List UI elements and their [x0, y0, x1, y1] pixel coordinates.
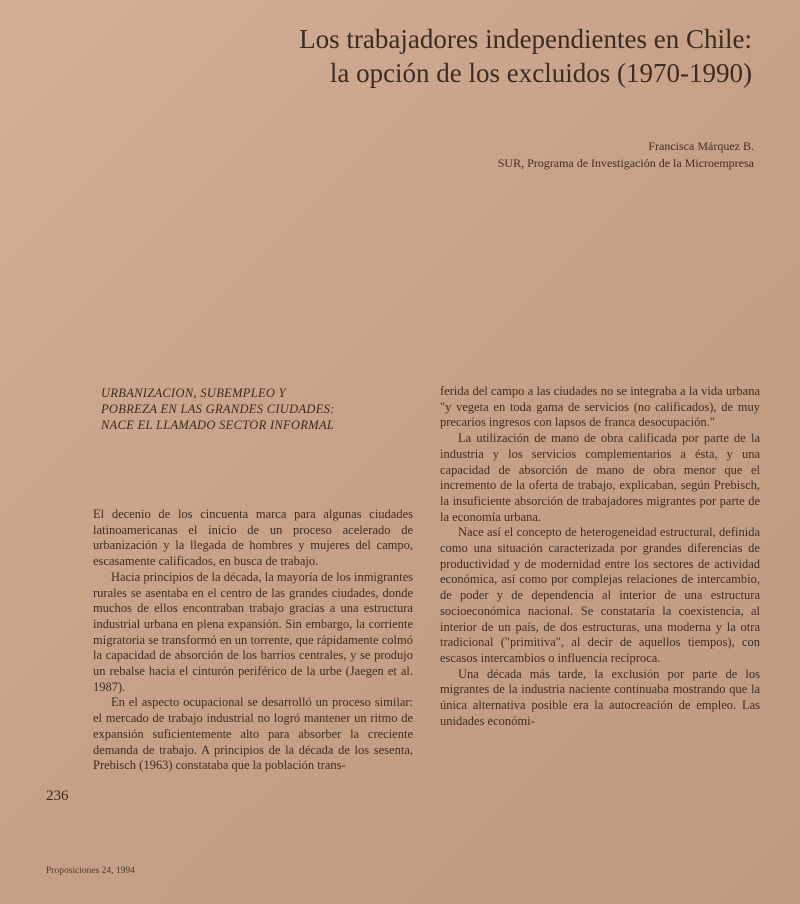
section-heading-line: URBANIZACION, SUBEMPLEO Y: [101, 386, 286, 400]
body-paragraph: Hacia principios de la década, la mayoría de los inmigrantes rurales se asentaba en el centro de las grandes ciudades, donde muchos de ellos encontraban trabajo gracias a una estructura industrial urbana en plena expansión. Sin embargo, la corriente migratoria se transformó en un torrente, que rápidamente colmó la capacidad de absorción de los barrios centrales, y se produjo un rebalse hacia el cinturón periférico de la urbe (Jaegen et al. 1987).: [93, 569, 413, 694]
article-title: [192, 22, 752, 90]
author-affiliation: SUR, Programa de Investigación de la Microempresa: [497, 156, 754, 170]
author-block: [354, 138, 754, 172]
section-heading: [93, 385, 413, 433]
footer-citation: Proposiciones 24, 1994: [46, 866, 135, 876]
body-paragraph: El decenio de los cincuenta marca para algunas ciudades latinoamericanas el inicio de un proceso acelerado de urbanización y la llegada de hombres y mujeres del campo, escasamente calificados, en busca de trabajo.: [93, 507, 413, 569]
title-line-1: Los trabajadores independientes en Chile:: [299, 24, 752, 54]
author-name: Francisca Márquez B.: [648, 139, 754, 153]
right-column: [440, 384, 760, 729]
body-paragraph: Nace así el concepto de heterogeneidad estructural, definida como una situación caracterizada por grandes diferencias de productividad y de modernidad entre los sectores de actividad económica, así como por complejas relaciones de intercambio, de poder y de dependencia al interior de una estructura socioeconómica nacional. Se constataría la coexistencia, al interior de un país, de dos estructuras, una moderna y la otra tradicional ("primitiva", al decir de aquellos tiempos), con escasos intercambios o influencia recíproca.: [440, 525, 760, 665]
page-number: 236: [46, 788, 69, 804]
body-paragraph: La utilización de mano de obra calificada por parte de la industria y los servicios complementarios a ésta, y una capacidad de absorción de mano de obra menor que el incremento de la oferta de trabajo, explicaban, según Prebisch, la insuficiente absorción de trabajadores migrantes por parte de la economía urbana.: [440, 431, 760, 524]
body-paragraph: Una década más tarde, la exclusión por parte de los migrantes de la industria naciente continuaba mostrando que la única alternativa posible era la autocreación de empleo. Las unidades económi-: [440, 666, 760, 728]
section-heading-line: POBREZA EN LAS GRANDES CIUDADES:: [101, 402, 335, 416]
body-paragraph: En el aspecto ocupacional se desarrolló un proceso similar: el mercado de trabajo industrial no logró mantener un ritmo de expansión suficientemente alto para absorber la creciente demanda de trabajo. A principios de la década de los sesenta, Prebisch (1963) constataba que la población trans-: [93, 695, 413, 773]
body-paragraph: ferida del campo a las ciudades no se integraba a la vida urbana "y vegeta en toda gama de servicios (no calificados), de muy precarios ingresos con lapsos de franca desocupación.": [440, 384, 760, 430]
section-heading-line: NACE EL LLAMADO SECTOR INFORMAL: [101, 418, 335, 432]
title-line-2: la opción de los excluidos (1970-1990): [329, 58, 752, 88]
left-column: [93, 385, 413, 774]
